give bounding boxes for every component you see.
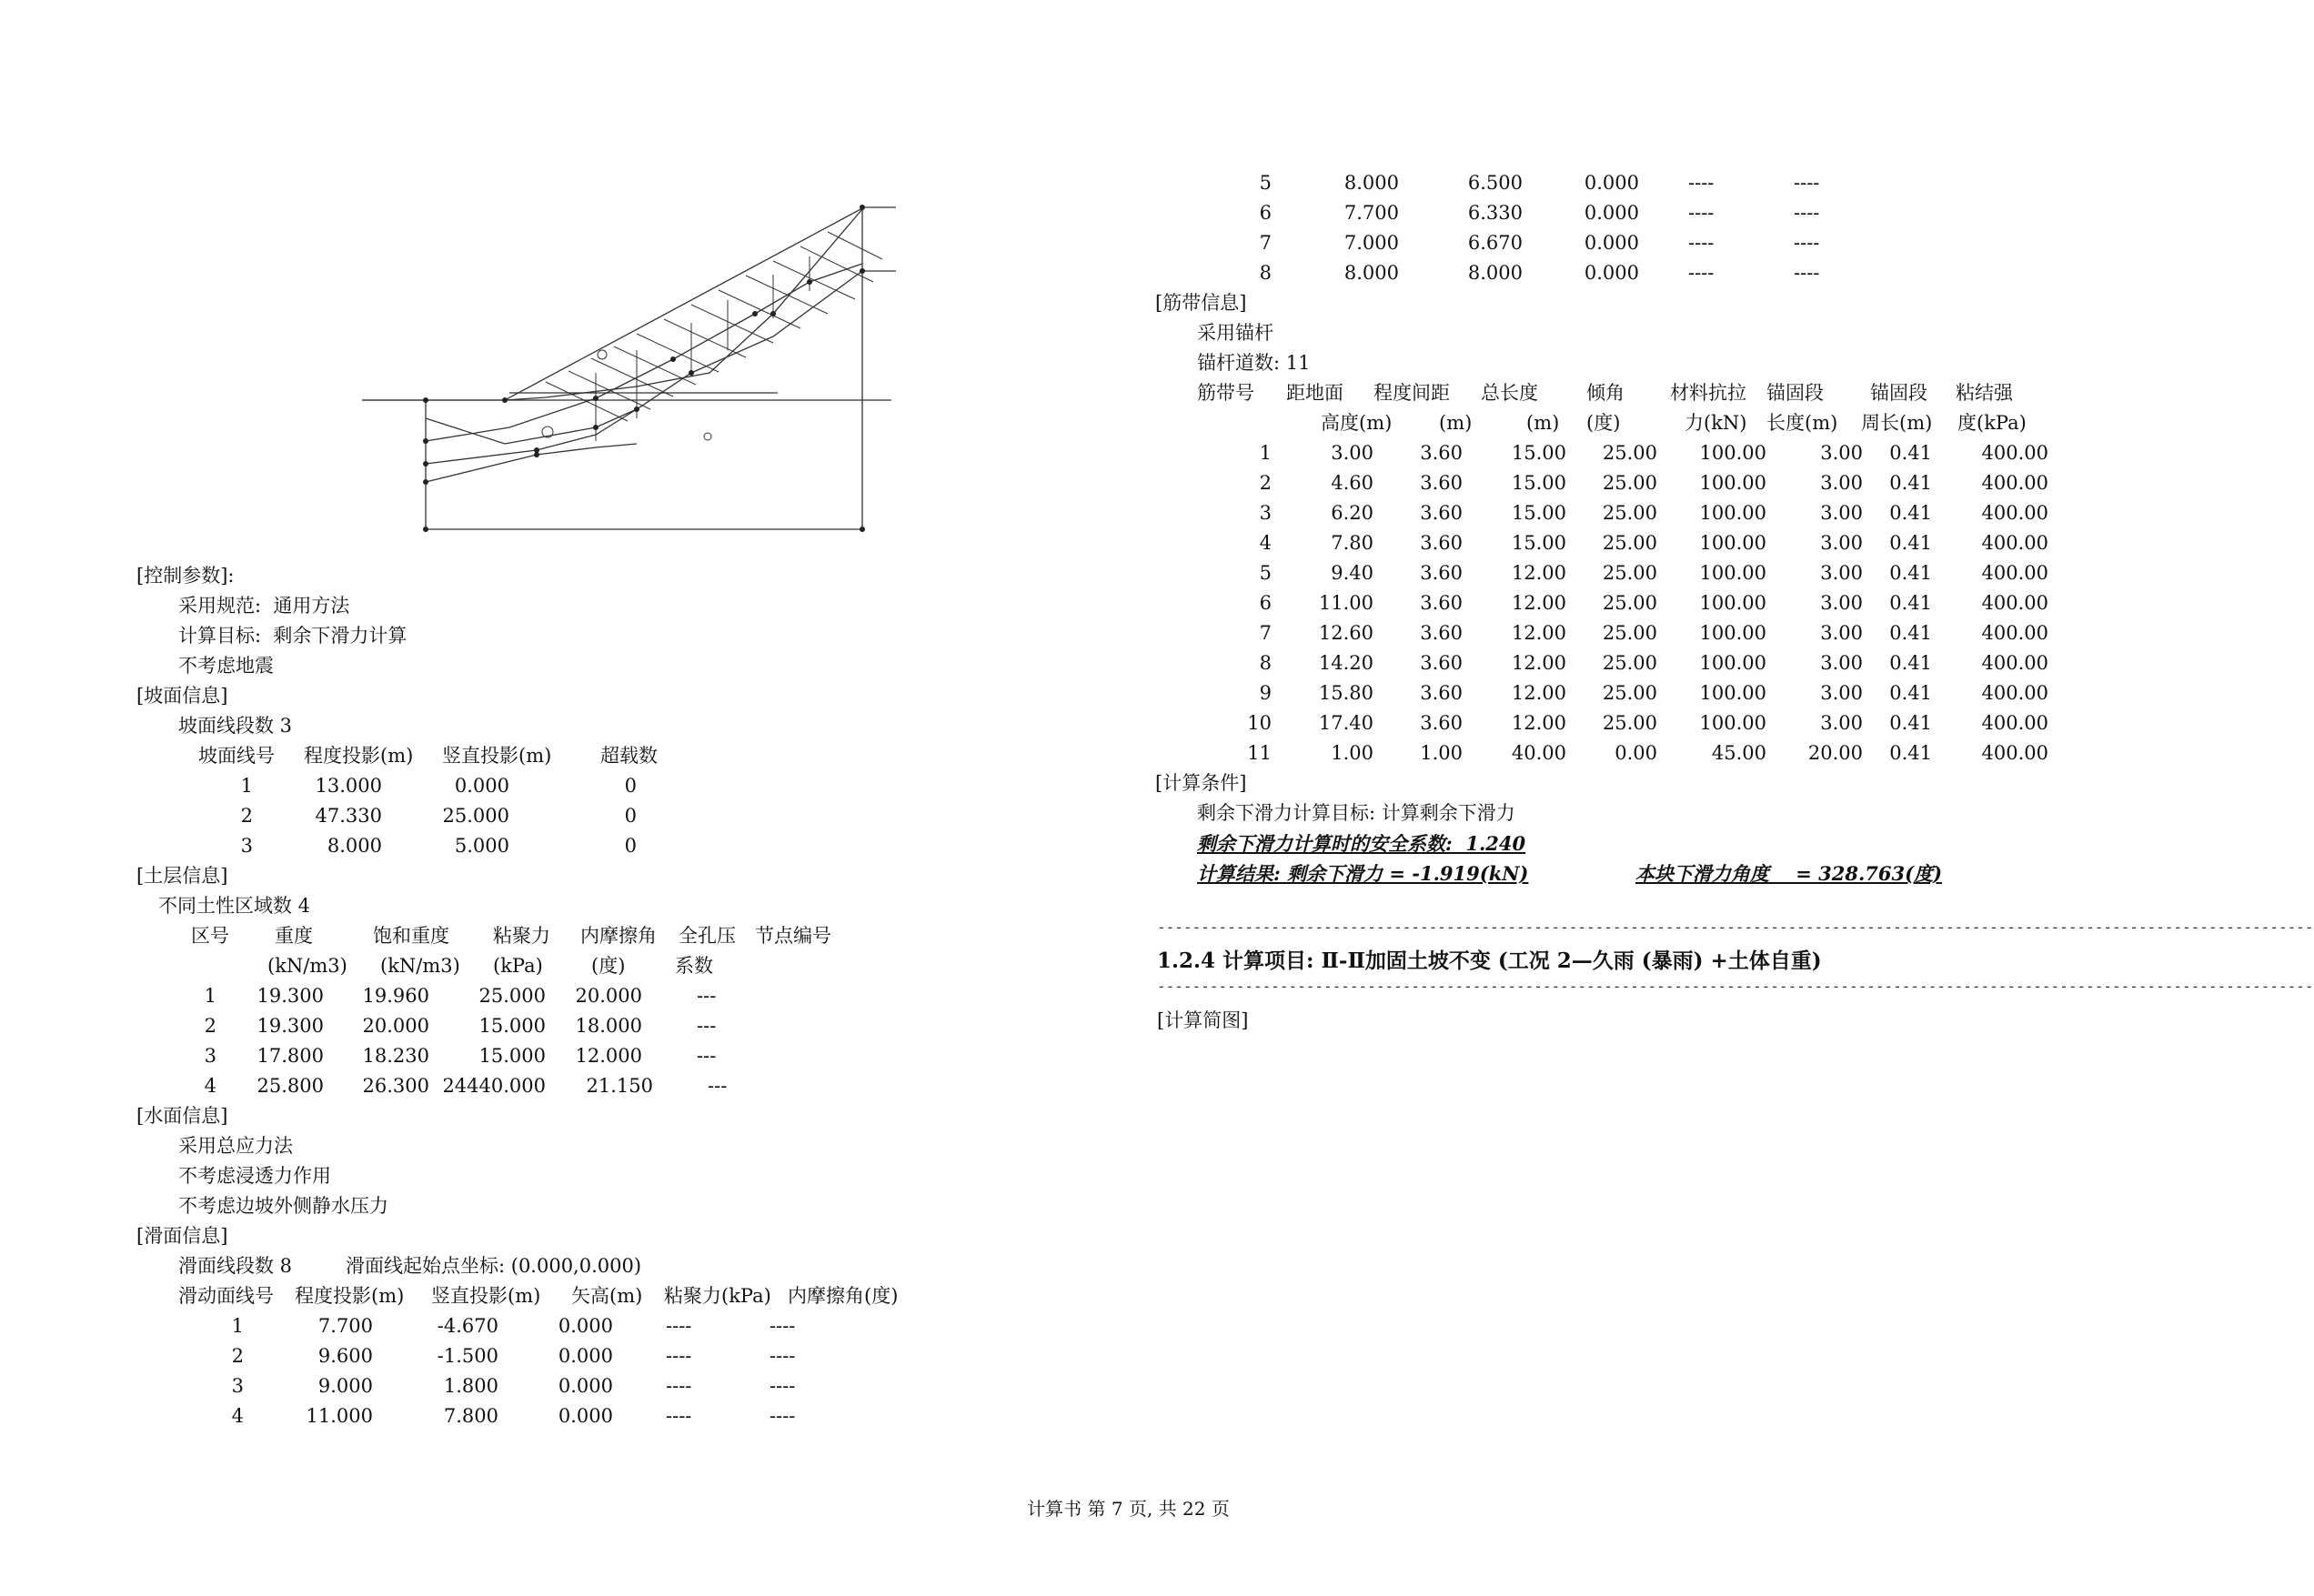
anchor-cell: 14.20 <box>1318 652 1373 674</box>
anchor-cell: 11.00 <box>1318 592 1373 614</box>
anchor-cell: 12.00 <box>1511 652 1566 674</box>
anchor-unit-header: 周长(m) <box>1861 412 1933 434</box>
anchor-header: [筋带信息] <box>1155 292 1247 314</box>
anchor-cell: 12.00 <box>1511 712 1566 734</box>
soil-cell: 15.000 <box>478 1045 546 1067</box>
slip-cell: 7.000 <box>1343 232 1399 254</box>
slip-col-header: 粘聚力(kPa) <box>664 1285 771 1307</box>
soil-unit-header: (kN/m3) <box>380 955 460 977</box>
anchor-cell: 100.00 <box>1699 472 1766 494</box>
anchor-cell: 3.00 <box>1820 472 1863 494</box>
anchor-cell: 100.00 <box>1699 532 1766 554</box>
slip-cell: ---- <box>1794 262 1820 284</box>
soil-cell: 4 <box>204 1075 216 1097</box>
anchor-unit-header: 长度(m) <box>1766 412 1838 434</box>
anchor-cell: 0.41 <box>1889 742 1932 764</box>
slope-cell: 0 <box>624 775 637 797</box>
slope-cell: 13.000 <box>315 775 382 797</box>
calc-result: 计算结果: 剩余下滑力 = -1.919(kN) <box>1197 862 1529 885</box>
anchor-col-header: 锚固段 <box>1870 382 1927 404</box>
soil-cell: 1 <box>204 985 216 1007</box>
slip-cell: 6.500 <box>1467 172 1523 194</box>
slip-cell: 5 <box>1259 172 1272 194</box>
control-header: [控制参数]: <box>136 565 235 587</box>
anchor-cell: 0.41 <box>1889 562 1932 584</box>
slip-col-header: 程度投影(m) <box>295 1285 405 1307</box>
anchor-cell: 4.60 <box>1331 472 1373 494</box>
anchor-col-header: 距地面 <box>1286 382 1343 404</box>
slip-start: 滑面线起始点坐标: (0.000,0.000) <box>346 1255 642 1277</box>
anchor-cell: 3.00 <box>1820 442 1863 464</box>
water-line-2: 不考虑浸透力作用 <box>178 1165 331 1187</box>
anchor-cell: 15.80 <box>1318 682 1373 704</box>
anchor-cell: 12.00 <box>1511 622 1566 644</box>
anchor-cell: 400.00 <box>1981 742 2048 764</box>
slip-cell: 1.800 <box>443 1375 498 1397</box>
anchor-cell: 3.60 <box>1420 502 1463 524</box>
soil-cell: 3 <box>204 1045 216 1067</box>
anchor-cell: 400.00 <box>1981 562 2048 584</box>
anchor-cell: 0.41 <box>1889 472 1932 494</box>
anchor-cell: 12.00 <box>1511 592 1566 614</box>
slip-cell: ---- <box>1688 202 1715 224</box>
anchor-cell: 3.00 <box>1820 502 1863 524</box>
anchor-cell: 3.00 <box>1820 652 1863 674</box>
slip-cell: ---- <box>770 1405 796 1427</box>
slip-cell: 7 <box>1259 232 1272 254</box>
anchor-cell: 15.00 <box>1511 472 1566 494</box>
anchor-col-header: 材料抗拉 <box>1670 382 1746 404</box>
anchor-cell: 100.00 <box>1699 712 1766 734</box>
anchor-col-header: 粘结强 <box>1956 382 2013 404</box>
anchor-cell: 0.00 <box>1615 742 1657 764</box>
slope-col-header: 坡面线号 <box>198 745 275 767</box>
page-footer: 计算书 第 7 页, 共 22 页 <box>1027 1498 1230 1520</box>
slip-cell: 4 <box>231 1405 244 1427</box>
soil-col-header: 重度 <box>275 925 313 947</box>
anchor-cell: 20.00 <box>1807 742 1863 764</box>
soil-cell: 20.000 <box>362 1015 429 1037</box>
slip-cell: 8.000 <box>1343 172 1399 194</box>
anchor-cell: 3.60 <box>1420 652 1463 674</box>
slope-cell: 1 <box>240 775 253 797</box>
anchor-cell: 15.00 <box>1511 502 1566 524</box>
anchor-cell: 0.41 <box>1889 682 1932 704</box>
soil-col-header: 内摩擦角 <box>580 925 657 947</box>
anchor-cell: 25.00 <box>1602 682 1657 704</box>
anchor-cell: 3.00 <box>1820 592 1863 614</box>
slope-header: [坡面信息] <box>136 685 228 707</box>
slope-cell: 5.000 <box>454 835 509 857</box>
slip-col-header: 矢高(m) <box>571 1285 643 1307</box>
anchor-cell: 100.00 <box>1699 502 1766 524</box>
slip-cell: 0.000 <box>558 1315 613 1337</box>
soil-cell: 19.960 <box>362 985 429 1007</box>
anchor-unit-header: 高度(m) <box>1321 412 1393 434</box>
anchor-cell: 5 <box>1259 562 1272 584</box>
anchor-cell: 0.41 <box>1889 592 1932 614</box>
anchor-cell: 25.00 <box>1602 712 1657 734</box>
anchor-cell: 400.00 <box>1981 442 2048 464</box>
control-quake: 不考虑地震 <box>178 655 274 677</box>
soil-cell: 19.300 <box>257 985 324 1007</box>
soil-cell: 19.300 <box>257 1015 324 1037</box>
soil-unit-header: 系数 <box>675 955 713 977</box>
slope-cell: 47.330 <box>315 805 382 827</box>
anchor-col-header: 筋带号 <box>1197 382 1254 404</box>
anchor-cell: 400.00 <box>1981 502 2048 524</box>
anchor-cell: 15.00 <box>1511 442 1566 464</box>
anchor-cell: 7 <box>1259 622 1272 644</box>
soil-cell: --- <box>697 985 717 1007</box>
soil-cell: 25.000 <box>478 985 546 1007</box>
anchor-type: 采用锚杆 <box>1197 322 1273 344</box>
soil-col-header: 全孔压 <box>679 925 736 947</box>
slip-cell: ---- <box>666 1375 692 1397</box>
anchor-cell: 9 <box>1259 682 1272 704</box>
slope-col-header: 竖直投影(m) <box>442 745 552 767</box>
slip-cell: 11.000 <box>306 1405 373 1427</box>
slip-cell: 7.700 <box>317 1315 373 1337</box>
slip-cell: ---- <box>770 1315 796 1337</box>
anchor-cell: 3.60 <box>1420 472 1463 494</box>
soil-header: [土层信息] <box>136 865 228 887</box>
anchor-cell: 15.00 <box>1511 532 1566 554</box>
anchor-cell: 0.41 <box>1889 532 1932 554</box>
anchor-count: 锚杆道数: 11 <box>1197 352 1311 374</box>
soil-cell: 20.000 <box>575 985 642 1007</box>
separator-top: ------------------------------------------------------------------------------------------------------------------------------------ <box>1157 918 2314 936</box>
slip-cell: -1.500 <box>437 1345 498 1367</box>
anchor-cell: 1 <box>1259 442 1272 464</box>
slip-cell: 6.670 <box>1467 232 1523 254</box>
anchor-cell: 3.60 <box>1420 562 1463 584</box>
anchor-cell: 3.60 <box>1420 622 1463 644</box>
slip-count: 滑面线段数 8 <box>178 1255 293 1277</box>
soil-cell: 12.000 <box>575 1045 642 1067</box>
anchor-cell: 100.00 <box>1699 562 1766 584</box>
anchor-cell: 3.00 <box>1820 712 1863 734</box>
anchor-cell: 3.60 <box>1420 532 1463 554</box>
soil-unit-header: (度) <box>591 955 626 977</box>
slip-cell: ---- <box>1794 172 1820 194</box>
slip-cell: 7.800 <box>443 1405 498 1427</box>
soil-cell: --- <box>697 1015 717 1037</box>
anchor-cell: 400.00 <box>1981 682 2048 704</box>
anchor-cell: 3.00 <box>1820 622 1863 644</box>
calc-angle: 本块下滑力角度 = 328.763(度) <box>1635 862 1943 885</box>
slip-col-header: 滑动面线号 <box>178 1285 274 1307</box>
slip-cell: ---- <box>1688 262 1715 284</box>
anchor-cell: 6 <box>1259 592 1272 614</box>
soil-col-header: 区号 <box>191 925 229 947</box>
slip-cell: 6 <box>1259 202 1272 224</box>
slip-cell: 8.000 <box>1467 262 1523 284</box>
slip-cell: 0.000 <box>558 1375 613 1397</box>
water-line-3: 不考虑边坡外侧静水压力 <box>178 1195 388 1217</box>
anchor-cell: 100.00 <box>1699 592 1766 614</box>
anchor-col-header: 锚固段 <box>1766 382 1824 404</box>
slip-cell: 8 <box>1259 262 1272 284</box>
soil-cell: 15.000 <box>478 1015 546 1037</box>
anchor-cell: 1.00 <box>1420 742 1463 764</box>
slip-cell: 0.000 <box>558 1405 613 1427</box>
slope-cell: 8.000 <box>327 835 382 857</box>
slip-cell: 6.330 <box>1467 202 1523 224</box>
anchor-cell: 45.00 <box>1711 742 1766 764</box>
anchor-cell: 6.20 <box>1331 502 1373 524</box>
anchor-cell: 100.00 <box>1699 652 1766 674</box>
anchor-cell: 3.00 <box>1820 682 1863 704</box>
slip-cell: ---- <box>666 1345 692 1367</box>
slip-cell: ---- <box>666 1405 692 1427</box>
slip-cell: 0.000 <box>1584 202 1639 224</box>
anchor-cell: 12.00 <box>1511 682 1566 704</box>
soil-col-header: 节点编号 <box>755 925 831 947</box>
slip-cell: ---- <box>1794 232 1820 254</box>
anchor-cell: 3.00 <box>1331 442 1373 464</box>
anchor-cell: 0.41 <box>1889 502 1932 524</box>
anchor-cell: 400.00 <box>1981 592 2048 614</box>
anchor-cell: 17.40 <box>1318 712 1373 734</box>
anchor-cell: 25.00 <box>1602 532 1657 554</box>
slip-cell: ---- <box>1688 232 1715 254</box>
slip-cell: ---- <box>666 1315 692 1337</box>
anchor-unit-header: (m) <box>1439 412 1473 434</box>
slip-cell: 8.000 <box>1343 262 1399 284</box>
anchor-cell: 0.41 <box>1889 652 1932 674</box>
anchor-unit-header: (m) <box>1526 412 1560 434</box>
slip-cell: 2 <box>231 1345 244 1367</box>
anchor-cell: 25.00 <box>1602 472 1657 494</box>
anchor-cell: 25.00 <box>1602 592 1657 614</box>
anchor-cell: 25.00 <box>1602 502 1657 524</box>
slip-cell: ---- <box>1794 202 1820 224</box>
anchor-unit-header: 度(kPa) <box>1957 412 2027 434</box>
slip-col-header: 内摩擦角(度) <box>788 1285 899 1307</box>
soil-cell: --- <box>697 1045 717 1067</box>
diagram-label: [计算简图] <box>1157 1009 1249 1031</box>
calc-target: 剩余下滑力计算目标: 计算剩余下滑力 <box>1197 802 1515 824</box>
slip-cell: ---- <box>770 1375 796 1397</box>
anchor-cell: 3.00 <box>1820 532 1863 554</box>
anchor-col-header: 总长度 <box>1481 382 1538 404</box>
slope-cell: 2 <box>240 805 253 827</box>
soil-cell: 21.150 <box>586 1075 653 1097</box>
anchor-cell: 12.00 <box>1511 562 1566 584</box>
anchor-cell: 3.60 <box>1420 442 1463 464</box>
water-line-1: 采用总应力法 <box>178 1135 293 1157</box>
soil-cell: 18.230 <box>362 1045 429 1067</box>
soil-cell: 24440.000 <box>442 1075 546 1097</box>
slope-cell: 3 <box>240 835 253 857</box>
soil-col-header: 粘聚力 <box>493 925 550 947</box>
slope-col-header: 超载数 <box>600 745 658 767</box>
anchor-col-header: 倾角 <box>1586 382 1625 404</box>
soil-unit-header: (kN/m3) <box>267 955 347 977</box>
anchor-col-header: 程度间距 <box>1373 382 1450 404</box>
anchor-cell: 11 <box>1247 742 1272 764</box>
slip-cell: 0.000 <box>1584 262 1639 284</box>
slip-cell: ---- <box>1688 172 1715 194</box>
anchor-cell: 25.00 <box>1602 652 1657 674</box>
anchor-cell: 40.00 <box>1511 742 1566 764</box>
anchor-cell: 3.60 <box>1420 682 1463 704</box>
anchor-cell: 7.80 <box>1331 532 1373 554</box>
slip-cell: 9.600 <box>317 1345 373 1367</box>
soil-count: 不同土性区域数 4 <box>158 895 311 917</box>
anchor-cell: 0.41 <box>1889 622 1932 644</box>
slip-header: [滑面信息] <box>136 1225 228 1247</box>
anchor-cell: 2 <box>1259 472 1272 494</box>
anchor-cell: 400.00 <box>1981 652 2048 674</box>
soil-col-header: 饱和重度 <box>373 925 449 947</box>
anchor-cell: 3.60 <box>1420 712 1463 734</box>
slope-cell: 0.000 <box>454 775 509 797</box>
separator-bottom: ------------------------------------------------------------------------------------------------------------------------------------ <box>1157 978 2314 995</box>
anchor-cell: 25.00 <box>1602 442 1657 464</box>
anchor-cell: 8 <box>1259 652 1272 674</box>
slip-cell: 0.000 <box>1584 172 1639 194</box>
anchor-cell: 0.41 <box>1889 442 1932 464</box>
anchor-cell: 400.00 <box>1981 532 2048 554</box>
soil-cell: 26.300 <box>362 1075 429 1097</box>
anchor-cell: 3.60 <box>1420 592 1463 614</box>
soil-cell: --- <box>708 1075 728 1097</box>
slip-cell: 3 <box>231 1375 244 1397</box>
soil-cell: 25.800 <box>257 1075 324 1097</box>
anchor-cell: 0.41 <box>1889 712 1932 734</box>
slope-cell: 0 <box>624 805 637 827</box>
anchor-unit-header: 力(kN) <box>1685 412 1747 434</box>
anchor-cell: 1.00 <box>1331 742 1373 764</box>
slip-cell: 7.700 <box>1343 202 1399 224</box>
slip-col-header: 竖直投影(m) <box>431 1285 541 1307</box>
slip-cell: ---- <box>770 1345 796 1367</box>
control-spec: 采用规范: 通用方法 <box>178 595 350 617</box>
soil-cell: 17.800 <box>257 1045 324 1067</box>
anchor-cell: 400.00 <box>1981 712 2048 734</box>
anchor-cell: 25.00 <box>1602 562 1657 584</box>
anchor-cell: 100.00 <box>1699 622 1766 644</box>
anchor-cell: 100.00 <box>1699 682 1766 704</box>
control-target: 计算目标: 剩余下滑力计算 <box>178 625 407 647</box>
slope-cell: 25.000 <box>442 805 509 827</box>
water-header: [水面信息] <box>136 1105 228 1127</box>
anchor-unit-header: (度) <box>1586 412 1621 434</box>
anchor-cell: 4 <box>1259 532 1272 554</box>
slope-cell: 0 <box>624 835 637 857</box>
slope-col-header: 程度投影(m) <box>304 745 414 767</box>
anchor-cell: 400.00 <box>1981 472 2048 494</box>
soil-cell: 18.000 <box>575 1015 642 1037</box>
slip-cell: 0.000 <box>558 1345 613 1367</box>
anchor-cell: 9.40 <box>1331 562 1373 584</box>
calc-safety: 剩余下滑力计算时的安全系数: 1.240 <box>1197 832 1526 855</box>
anchor-cell: 3.00 <box>1820 562 1863 584</box>
anchor-cell: 100.00 <box>1699 442 1766 464</box>
anchor-cell: 10 <box>1247 712 1272 734</box>
section-title: 1.2.4 计算项目: Ⅱ-Ⅱ加固土坡不变 (工况 2—久雨 (暴雨) +土体自重) <box>1157 949 1822 973</box>
anchor-cell: 25.00 <box>1602 622 1657 644</box>
slip-cell: -4.670 <box>437 1315 498 1337</box>
anchor-cell: 12.60 <box>1318 622 1373 644</box>
slip-cell: 1 <box>231 1315 244 1337</box>
slope-count: 坡面线段数 3 <box>178 715 293 737</box>
slip-cell: 0.000 <box>1584 232 1639 254</box>
calc-header: [计算条件] <box>1155 772 1247 794</box>
anchor-cell: 400.00 <box>1981 622 2048 644</box>
soil-cell: 2 <box>204 1015 216 1037</box>
soil-unit-header: (kPa) <box>493 955 543 977</box>
anchor-cell: 3 <box>1259 502 1272 524</box>
slip-cell: 9.000 <box>317 1375 373 1397</box>
